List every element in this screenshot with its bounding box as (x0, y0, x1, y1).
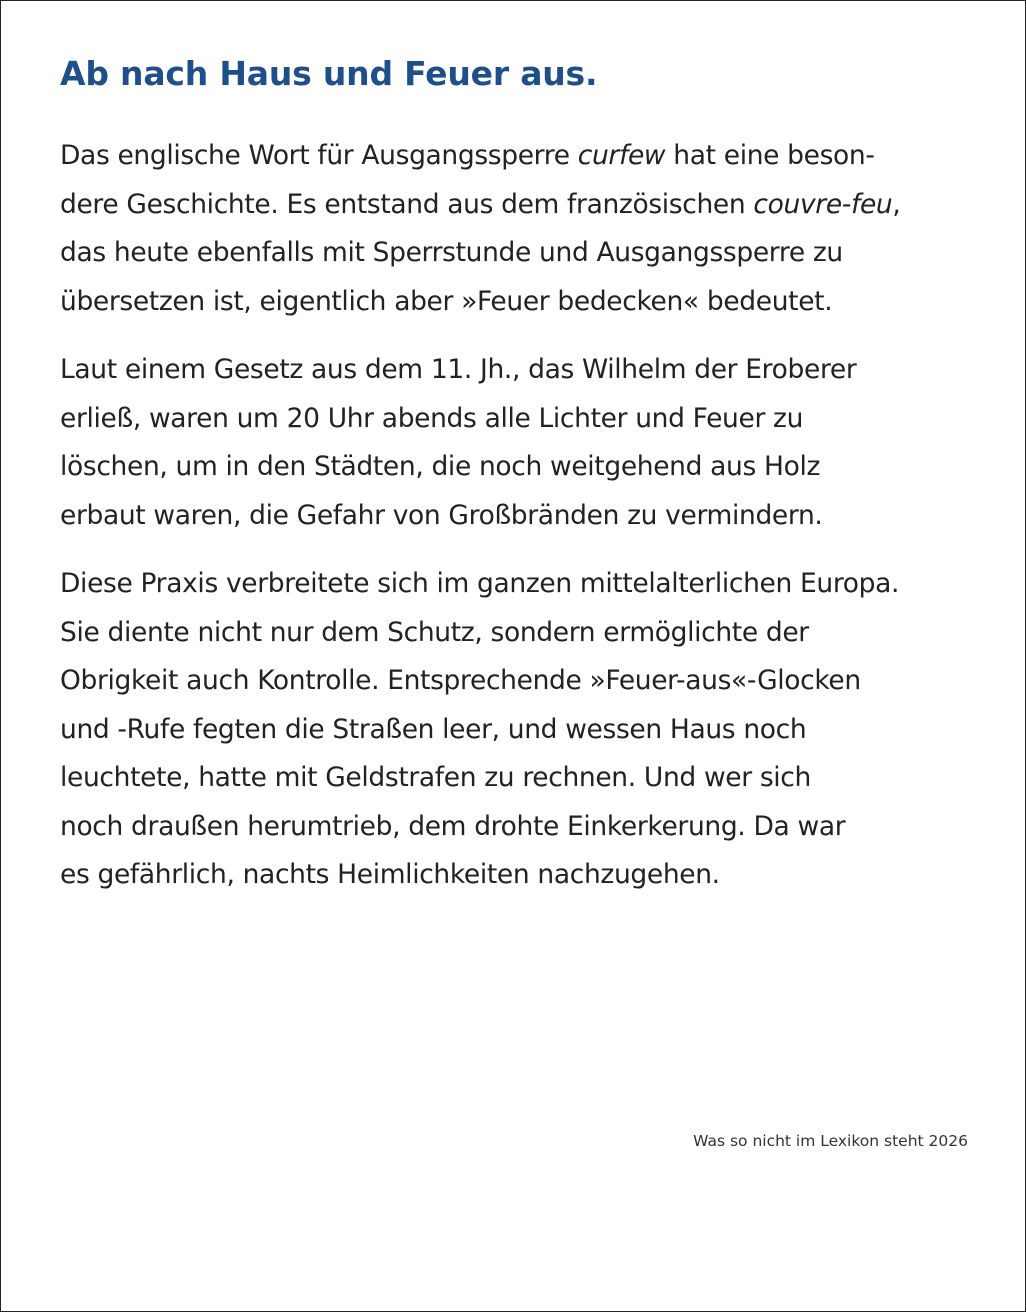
paragraph-line: das heute ebenfalls mit Sperrstunde und Ausgangssperre zu (60, 237, 843, 268)
paragraph-line: übersetzen ist, eigentlich aber »Feuer bedecken« bedeutet. (60, 285, 833, 317)
italic-term-curfew: curfew (577, 140, 666, 171)
text-segment: dere Geschichte. Es entstand aus dem französischen (60, 188, 754, 220)
paragraph-medieval-practice (60, 560, 990, 900)
page-title: Ab nach Haus und Feuer aus. (60, 54, 598, 93)
text-segment: , (892, 188, 901, 220)
text-segment: Das englische Wort für Ausgangssperre (60, 140, 578, 171)
paragraph-line: erließ, waren um 20 Uhr abends alle Lichter und Feuer zu (60, 402, 804, 434)
paragraph-line (60, 132, 990, 181)
paragraph-line: es gefährlich, nachts Heimlichkeiten nachzugehen. (60, 859, 720, 890)
paragraph-line: leuchtete, hatte mit Geldstrafen zu rechnen. Und wer sich (60, 762, 811, 793)
paragraph-line: noch draußen herumtrieb, dem drohte Einkerkerung. Da war (60, 810, 846, 842)
paragraph-william-law (60, 346, 990, 540)
paragraph-curfew-origin (60, 132, 990, 326)
paragraph-line: löschen, um in den Städten, die noch weitgehend aus Holz (60, 451, 821, 482)
paragraph-line: erbaut waren, die Gefahr von Großbränden zu vermindern. (60, 499, 823, 531)
paragraph-line (60, 181, 990, 230)
paragraph-line: Laut einem Gesetz aus dem 11. Jh., das Wilhelm der Eroberer (60, 354, 857, 385)
paragraph-line: Sie diente nicht nur dem Schutz, sondern ermöglichte der (60, 616, 809, 648)
text-segment: hat eine beson- (665, 140, 875, 171)
paragraph-line: und -Rufe fegten die Straßen leer, und wessen Haus noch (60, 713, 807, 745)
paragraph-line: Obrigkeit auch Kontrolle. Entsprechende »Feuer-aus«-Glocken (60, 665, 861, 696)
footer-source: Was so nicht im Lexikon steht 2026 (693, 1132, 968, 1150)
italic-term-couvre-feu: couvre-feu (753, 188, 893, 220)
paragraph-line: Diese Praxis verbreitete sich im ganzen mittelalterlichen Europa. (60, 568, 900, 599)
